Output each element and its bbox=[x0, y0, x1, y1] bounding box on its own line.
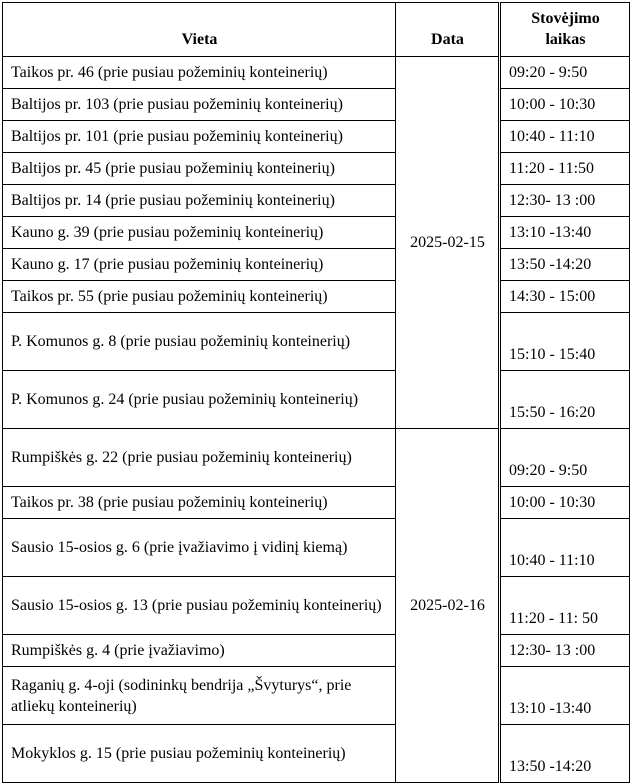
time-cell: 12:30- 13 :00 bbox=[500, 635, 630, 667]
table-row bbox=[3, 249, 630, 281]
time-cell: 13:50 -14:20 bbox=[500, 725, 630, 783]
table-row bbox=[3, 577, 630, 635]
table-row bbox=[3, 153, 630, 185]
place-cell: Baltijos pr. 103 (prie pusiau požeminių konteinerių) bbox=[3, 89, 396, 121]
place-cell: Sausio 15-osios g. 6 (prie įvažiavimo į vidinį kiemą) bbox=[3, 519, 396, 577]
place-cell: Kauno g. 39 (prie pusiau požeminių konteinerių) bbox=[3, 217, 396, 249]
place-cell: Kauno g. 17 (prie pusiau požeminių konteinerių) bbox=[3, 249, 396, 281]
time-cell: 13:10 -13:40 bbox=[500, 667, 630, 725]
place-cell: Taikos pr. 55 (prie pusiau požeminių konteinerių) bbox=[3, 281, 396, 313]
time-cell: 09:20 - 9:50 bbox=[500, 429, 630, 487]
table-row bbox=[3, 487, 630, 519]
place-cell: Taikos pr. 38 (prie pusiau požeminių konteinerių) bbox=[3, 487, 396, 519]
table-row bbox=[3, 429, 630, 487]
table-row bbox=[3, 217, 630, 249]
header-time-line1: Stovėjimo bbox=[531, 10, 600, 27]
time-cell: 11:20 - 11: 50 bbox=[500, 577, 630, 635]
time-cell: 10:00 - 10:30 bbox=[500, 89, 630, 121]
header-time bbox=[500, 3, 630, 57]
table-row bbox=[3, 89, 630, 121]
place-cell: P. Komunos g. 24 (prie pusiau požeminių konteinerių) bbox=[3, 371, 396, 429]
table-row bbox=[3, 725, 630, 783]
time-cell: 13:50 -14:20 bbox=[500, 249, 630, 281]
place-cell: Taikos pr. 46 (prie pusiau požeminių konteinerių) bbox=[3, 57, 396, 89]
time-cell: 12:30- 13 :00 bbox=[500, 185, 630, 217]
date-cell: 2025-02-15 bbox=[396, 57, 500, 429]
table-row bbox=[3, 185, 630, 217]
time-cell: 09:20 - 9:50 bbox=[500, 57, 630, 89]
time-cell: 15:50 - 16:20 bbox=[500, 371, 630, 429]
table-row bbox=[3, 313, 630, 371]
table-row bbox=[3, 519, 630, 577]
place-cell: Baltijos pr. 14 (prie pusiau požeminių konteinerių) bbox=[3, 185, 396, 217]
header-row bbox=[3, 3, 630, 57]
table-row bbox=[3, 667, 630, 725]
place-cell: Mokyklos g. 15 (prie pusiau požeminių konteinerių) bbox=[3, 725, 396, 783]
table-row bbox=[3, 635, 630, 667]
place-cell: Baltijos pr. 45 (prie pusiau požeminių konteinerių) bbox=[3, 153, 396, 185]
place-cell: Rumpiškės g. 22 (prie pusiau požeminių konteinerių) bbox=[3, 429, 396, 487]
table-row bbox=[3, 281, 630, 313]
table-row bbox=[3, 57, 630, 89]
place-cell: P. Komunos g. 8 (prie pusiau požeminių konteinerių) bbox=[3, 313, 396, 371]
table-row bbox=[3, 121, 630, 153]
header-date: Data bbox=[396, 3, 500, 57]
time-cell: 13:10 -13:40 bbox=[500, 217, 630, 249]
schedule-table bbox=[2, 2, 630, 783]
time-cell: 11:20 - 11:50 bbox=[500, 153, 630, 185]
header-time-line2: laikas bbox=[545, 31, 586, 48]
time-cell: 14:30 - 15:00 bbox=[500, 281, 630, 313]
place-cell: Raganių g. 4-oji (sodininkų bendrija „Švyturys“, prie atliekų konteinerių) bbox=[3, 667, 396, 725]
place-cell: Sausio 15-osios g. 13 (prie pusiau požeminių konteinerių) bbox=[3, 577, 396, 635]
table-row bbox=[3, 371, 630, 429]
time-cell: 10:40 - 11:10 bbox=[500, 519, 630, 577]
time-cell: 10:40 - 11:10 bbox=[500, 121, 630, 153]
time-cell: 15:10 - 15:40 bbox=[500, 313, 630, 371]
time-cell: 10:00 - 10:30 bbox=[500, 487, 630, 519]
place-cell: Baltijos pr. 101 (prie pusiau požeminių konteinerių) bbox=[3, 121, 396, 153]
date-cell: 2025-02-16 bbox=[396, 429, 500, 783]
place-cell: Rumpiškės g. 4 (prie įvažiavimo) bbox=[3, 635, 396, 667]
header-place: Vieta bbox=[3, 3, 396, 57]
